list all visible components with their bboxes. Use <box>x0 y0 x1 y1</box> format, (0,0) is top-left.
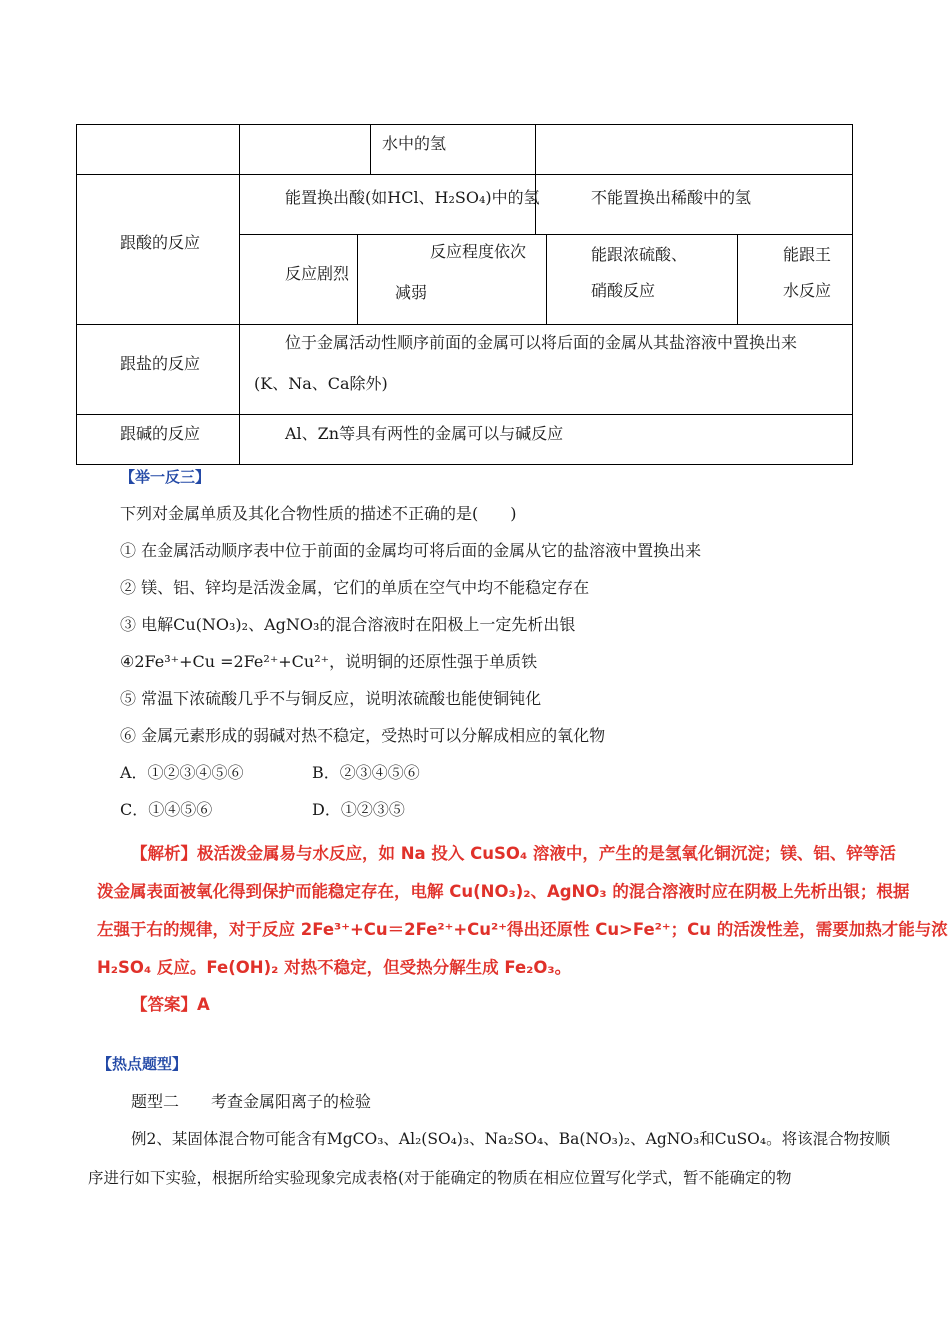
question-text: 下列对金属单质及其化合物性质的描述不正确的是( ) <box>120 504 517 523</box>
example-tag: 【举一反三】 <box>120 468 211 486</box>
cell-cannot-replace: 不能置换出稀酸中的氢 <box>591 188 752 207</box>
row-label-base: 跟碱的反应 <box>120 424 201 443</box>
cell-aqua-2: 水反应 <box>783 281 832 300</box>
cell-conc-2: 硝酸反应 <box>591 281 656 300</box>
cell-water-hydrogen: 水中的氢 <box>382 134 447 153</box>
cell-salt-text-2: (K、Na、Ca除外) <box>254 374 388 393</box>
table-rule <box>357 234 358 324</box>
hot-topic-tag: 【热点题型】 <box>97 1055 188 1073</box>
cell-weaken-2: 减弱 <box>395 283 428 302</box>
cell-conc-1: 能跟浓硫酸、 <box>591 245 688 264</box>
table-border-bottom <box>76 464 853 465</box>
statement-2: ② 镁、铝、锌均是活泼金属，它们的单质在空气中均不能稳定存在 <box>120 578 590 597</box>
cell-aqua-1: 能跟王 <box>783 245 832 264</box>
analysis-line-1: 【解析】极活泼金属易与水反应，如 Na 投入 CuSO₄ 溶液中，产生的是氢氧化铜沉淀；镁、铝、锌等活 <box>131 844 896 863</box>
table-rule <box>239 124 240 465</box>
cell-salt-text-1: 位于金属活动性顺序前面的金属可以将后面的金属从其盐溶液中置换出来 <box>285 333 798 352</box>
analysis-line-3: 左强于右的规律，对于反应 2Fe³⁺+Cu＝2Fe²⁺+Cu²⁺得出还原性 Cu>Fe²⁺；Cu 的活泼性差，需要加热才能与浓 <box>97 920 948 939</box>
cell-base-text: Al、Zn等具有两性的金属可以与碱反应 <box>285 424 564 443</box>
table-rule <box>370 124 371 174</box>
table-rule <box>535 124 536 234</box>
cell-weaken-1: 反应程度依次 <box>430 242 527 261</box>
table-border-top <box>76 124 853 125</box>
statement-6: ⑥ 金属元素形成的弱碱对热不稳定，受热时可以分解成相应的氧化物 <box>120 726 606 745</box>
metal-properties-table <box>76 124 853 465</box>
option-d: D．①②③⑤ <box>312 800 405 819</box>
option-c: C．①④⑤⑥ <box>120 800 213 819</box>
option-b: B．②③④⑤⑥ <box>312 763 420 782</box>
answer-text: 【答案】A <box>131 995 210 1014</box>
table-rule <box>76 324 853 325</box>
cell-can-replace: 能置换出酸(如HCl、H₂SO₄)中的氢 <box>285 188 540 207</box>
table-border-right <box>852 124 853 465</box>
table-rule <box>76 414 853 415</box>
analysis-line-4: H₂SO₄ 反应。Fe(OH)₂ 对热不稳定，但受热分解生成 Fe₂O₃。 <box>97 958 572 977</box>
table-rule <box>76 174 853 175</box>
example-2-line-2: 序进行如下实验，根据所给实验现象完成表格(对于能确定的物质在相应位置写化学式，暂不能确定的物 <box>88 1169 792 1187</box>
table-border-left <box>76 124 77 465</box>
analysis-line-2: 泼金属表面被氧化得到保护而能稳定存在，电解 Cu(NO₃)₂、AgNO₃ 的混合溶液时应在阴极上先析出银；根据 <box>97 882 910 901</box>
statement-3: ③ 电解Cu(NO₃)₂、AgNO₃的混合溶液时在阳极上一定先析出银 <box>120 615 576 634</box>
row-label-acid: 跟酸的反应 <box>120 233 201 252</box>
table-rule <box>737 234 738 324</box>
statement-4: ④2Fe³⁺+Cu =2Fe²⁺+Cu²⁺，说明铜的还原性强于单质铁 <box>120 652 538 671</box>
statement-1: ① 在金属活动顺序表中位于前面的金属均可将后面的金属从它的盐溶液中置换出来 <box>120 541 702 560</box>
option-a: A．①②③④⑤⑥ <box>120 763 244 782</box>
statement-5: ⑤ 常温下浓硫酸几乎不与铜反应，说明浓硫酸也能使铜钝化 <box>120 689 542 708</box>
cell-violent: 反应剧烈 <box>285 264 350 283</box>
example-2-line-1: 例2、某固体混合物可能含有MgCO₃、Al₂(SO₄)₃、Na₂SO₄、Ba(NO₃)₂、AgNO₃和CuSO₄。将该混合物按顺 <box>131 1130 891 1148</box>
table-rule <box>546 234 547 324</box>
question-type-title: 题型二 考查金属阳离子的检验 <box>131 1092 372 1111</box>
row-label-salt: 跟盐的反应 <box>120 354 201 373</box>
